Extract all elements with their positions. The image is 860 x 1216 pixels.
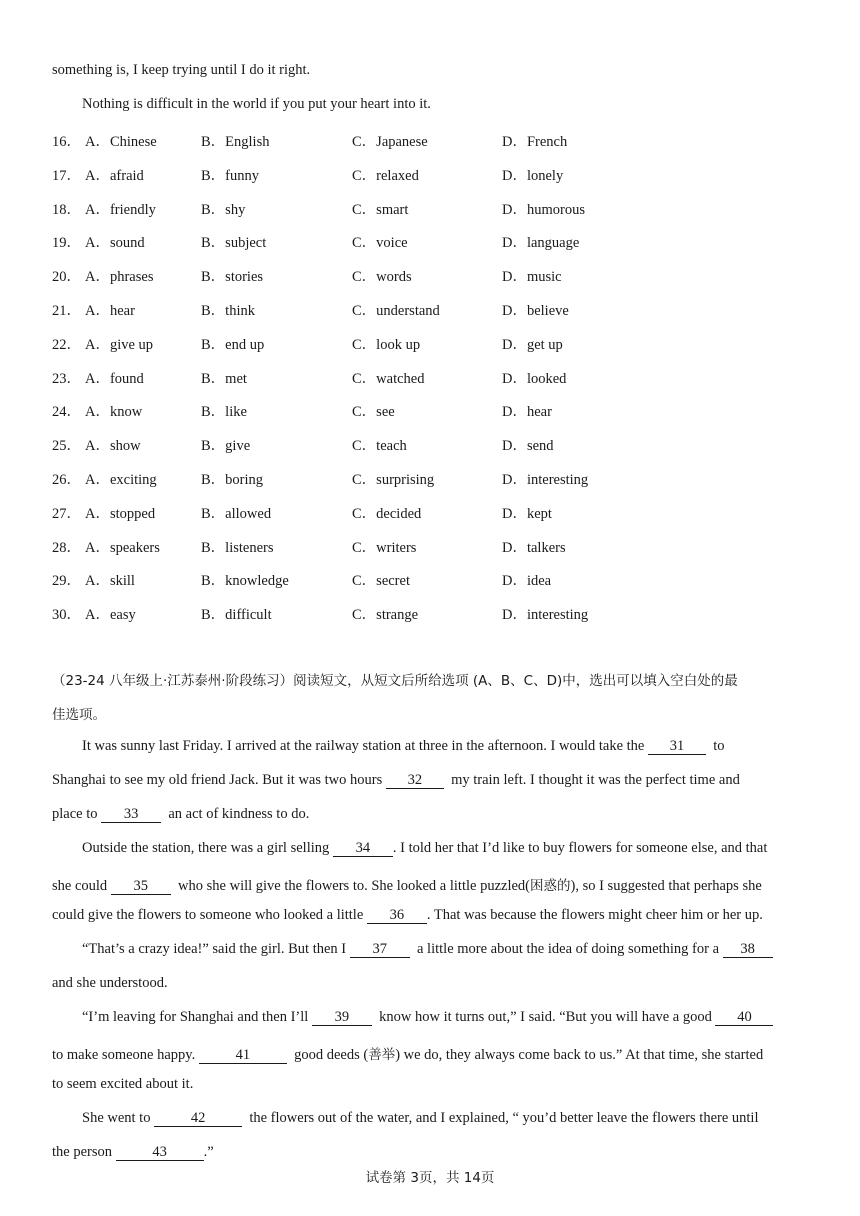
passage-line: “That’s a crazy idea!” said the girl. But then I 37 a little more about the idea of doing something for a 38	[82, 941, 773, 958]
passage-line: to make someone happy. 41 good deeds (善举) we do, they always come back to us.” At that time, she started	[52, 1047, 764, 1063]
option-a: A．friendly	[85, 201, 156, 218]
option-c: C．writers	[352, 539, 417, 556]
blank-31: 31	[648, 739, 706, 755]
option-d: D．get up	[502, 336, 563, 353]
passage-line: something is, I keep trying until I do it right.	[52, 62, 311, 78]
option-b: B．boring	[201, 472, 264, 488]
question-number: 23．	[52, 370, 81, 387]
option-a: A．sound	[85, 235, 145, 252]
passage-line: It was sunny last Friday. I arrived at the railway station at three in the afternoon. I would take the 31 to	[82, 738, 725, 754]
option-d: D．interesting	[502, 472, 589, 488]
option-b: B．funny	[201, 167, 259, 184]
option-c: C．watched	[352, 370, 425, 387]
question-number: 30．	[52, 607, 81, 624]
option-a: A．skill	[85, 573, 135, 590]
option-c: C．words	[352, 269, 412, 286]
option-b: B．stories	[201, 269, 264, 286]
option-b: B．like	[201, 404, 247, 421]
question-row	[52, 164, 752, 184]
question-row	[52, 536, 752, 556]
option-d: D．French	[502, 134, 568, 150]
option-c: C．relaxed	[352, 167, 419, 184]
question-row	[52, 130, 752, 150]
question-number: 17．	[52, 167, 81, 184]
option-c: C．look up	[352, 336, 421, 353]
option-b: B．knowledge	[201, 573, 289, 590]
option-a: A．afraid	[85, 167, 144, 184]
passage-line: “I’m leaving for Shanghai and then I’ll 39 know how it turns out,” I said. “But you will have a good 40	[82, 1009, 773, 1026]
passage-line: she could 35 who she will give the flowers to. She looked a little puzzled(困惑的), so I suggested that perhaps she	[52, 878, 762, 894]
option-a: A．Chinese	[85, 134, 157, 150]
passage-line: Nothing is difficult in the world if you put your heart into it.	[82, 96, 431, 112]
passage-line: and she understood.	[52, 975, 168, 991]
option-d: D．music	[502, 269, 562, 286]
option-c: C．smart	[352, 201, 409, 218]
passage-line: to seem excited about it.	[52, 1076, 194, 1092]
option-d: D．hear	[502, 404, 552, 421]
option-c: C．see	[352, 404, 395, 421]
option-c: C．strange	[352, 607, 419, 624]
question-number: 24．	[52, 404, 81, 421]
option-d: D．looked	[502, 370, 567, 387]
option-a: A．stopped	[85, 505, 156, 522]
blank-40: 40	[715, 1010, 773, 1026]
question-number: 16．	[52, 134, 81, 150]
question-number: 25．	[52, 438, 81, 455]
option-d: D．talkers	[502, 539, 566, 556]
question-row	[52, 367, 752, 387]
question-row	[52, 434, 752, 454]
option-d: D．send	[502, 438, 554, 455]
passage-line: could give the flowers to someone who looked a little 36 . That was because the flowers might cheer him or her up.	[52, 907, 763, 923]
option-a: A．show	[85, 438, 141, 455]
option-b: B．subject	[201, 235, 267, 252]
option-b: B．think	[201, 303, 255, 319]
blank-33: 33	[101, 807, 161, 823]
option-b: B．shy	[201, 201, 246, 218]
option-c: C．surprising	[352, 472, 435, 488]
blank-39: 39	[312, 1010, 372, 1026]
option-a: A．speakers	[85, 539, 160, 556]
passage-line: She went to 42 the flowers out of the water, and I explained, “ you’d better leave the flowers there until	[82, 1110, 759, 1126]
passage-line: Outside the station, there was a girl selling 34 . I told her that I’d like to buy flowers for someone else, and that	[82, 840, 768, 856]
option-b: B．met	[201, 370, 247, 387]
question-number: 26．	[52, 472, 81, 488]
question-row	[52, 265, 752, 285]
question-row	[52, 468, 752, 488]
blank-41: 41	[199, 1048, 287, 1064]
option-c: C．voice	[352, 235, 408, 252]
option-d: D．language	[502, 235, 580, 252]
option-d: D．kept	[502, 505, 552, 522]
option-a: A．hear	[85, 303, 135, 319]
option-b: B．English	[201, 134, 270, 150]
option-b: B．give	[201, 438, 251, 455]
question-number: 20．	[52, 269, 81, 286]
section-instruction: （23-24 八年级上·江苏泰州·阶段练习）阅读短文，从短文后所给选项 (A、B、C、D)中，选出可以填入空白处的最	[52, 673, 738, 689]
option-c: C．Japanese	[352, 134, 428, 150]
blank-35: 35	[111, 879, 171, 895]
question-number: 29．	[52, 573, 81, 590]
option-c: C．secret	[352, 573, 410, 590]
question-row	[52, 198, 752, 218]
option-a: A．exciting	[85, 472, 157, 488]
option-b: B．listeners	[201, 539, 274, 556]
blank-38: 38	[723, 942, 773, 958]
option-c: C．understand	[352, 303, 440, 319]
question-row	[52, 333, 752, 353]
passage-line: place to 33 an act of kindness to do.	[52, 806, 310, 822]
question-number: 27．	[52, 505, 81, 522]
question-number: 19．	[52, 235, 81, 252]
option-c: C．teach	[352, 438, 407, 455]
option-d: D．humorous	[502, 201, 585, 218]
question-row	[52, 400, 752, 420]
question-row	[52, 502, 752, 522]
option-a: A．know	[85, 404, 143, 421]
question-row	[52, 231, 752, 251]
question-row	[52, 569, 752, 589]
option-a: A．give up	[85, 336, 154, 353]
option-a: A．phrases	[85, 269, 154, 286]
option-d: D．lonely	[502, 167, 564, 184]
question-number: 22．	[52, 336, 81, 353]
option-c: C．decided	[352, 505, 422, 522]
option-b: B．allowed	[201, 505, 272, 522]
option-a: A．found	[85, 370, 144, 387]
blank-43: 43	[116, 1145, 204, 1161]
question-number: 28．	[52, 539, 81, 556]
blank-37: 37	[350, 942, 410, 958]
option-d: D．believe	[502, 303, 569, 319]
passage-line: the person 43 .”	[52, 1144, 214, 1160]
blank-34: 34	[333, 841, 393, 857]
option-d: D．interesting	[502, 607, 589, 624]
blank-36: 36	[367, 908, 427, 924]
option-a: A．easy	[85, 607, 136, 624]
question-number: 18．	[52, 201, 81, 218]
page-footer: 试卷第 3页，共 14页	[365, 1170, 495, 1186]
option-d: D．idea	[502, 573, 552, 590]
blank-42: 42	[154, 1111, 242, 1127]
passage-line: Shanghai to see my old friend Jack. But it was two hours 32 my train left. I thought it was the perfect time and	[52, 772, 740, 788]
option-b: B．difficult	[201, 607, 272, 624]
question-row	[52, 299, 752, 319]
blank-32: 32	[386, 773, 444, 789]
option-b: B．end up	[201, 336, 265, 353]
question-row	[52, 603, 752, 623]
question-number: 21．	[52, 303, 81, 319]
section-instruction: 佳选项。	[52, 707, 106, 723]
